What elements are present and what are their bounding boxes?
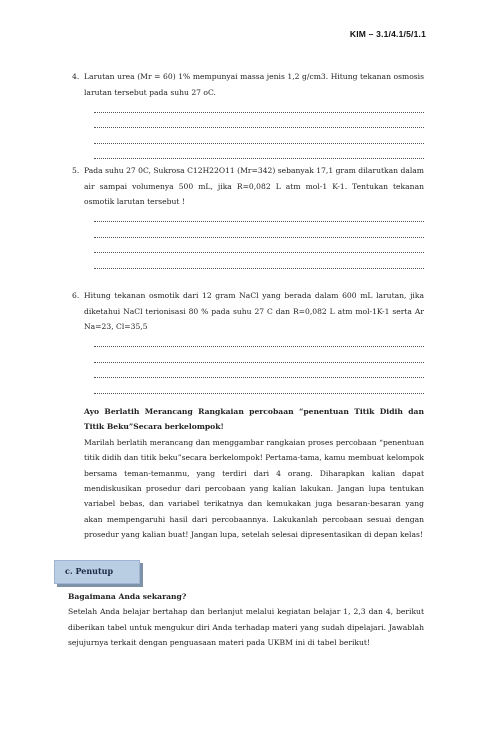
section-label-box: [54, 560, 140, 584]
answer-line: [84, 117, 424, 133]
closing-question: Bagaimana Anda sekarang?: [68, 592, 187, 601]
activity-title: Ayo Berlatih Merancang Rangkaian percobaan “penentuan Titik Didih dan Titik Beku”Secara berkelompok!: [84, 407, 424, 432]
question-6: [72, 288, 424, 398]
document-code: KIM – 3.1/4.1/5/1.1: [349, 29, 426, 39]
answer-line: [84, 132, 424, 148]
answer-line: [84, 382, 424, 398]
answer-line: [84, 211, 424, 227]
question-text: Hitung tekanan osmotik dari 12 gram NaCl yang berada dalam 600 mL larutan, jika diketahui NaCl terionisasi 80 % pada suhu 27 C dan R=0,082 L atm mol-1K-1 serta Ar Na=23, Cl=35,5: [84, 291, 424, 331]
answer-line: [84, 351, 424, 367]
answer-lines: [84, 211, 424, 273]
answer-lines: [84, 101, 424, 163]
answer-line: [84, 367, 424, 383]
answer-line: [84, 242, 424, 258]
section-label: c. Penutup: [65, 566, 114, 576]
question-text: Larutan urea (Mr = 60) 1% mempunyai massa jenis 1,2 g/cm3. Hitung tekanan osmosis larutan tersebut pada suhu 27 oC.: [84, 72, 424, 97]
answer-line: [84, 336, 424, 352]
closing-section: [68, 589, 424, 651]
question-5: [72, 163, 425, 273]
answer-line: [84, 148, 424, 164]
answer-line: [84, 257, 424, 273]
question-4: [72, 69, 424, 163]
answer-line: [84, 226, 424, 242]
answer-lines: [84, 336, 424, 398]
question-number: 4.: [72, 72, 80, 81]
activity-section: [84, 404, 424, 543]
closing-body: Setelah Anda belajar bertahap dan berlanjut melalui kegiatan belajar 1, 2,3 dan 4, berikut diberikan tabel untuk mengukur diri Anda terhadap materi yang sudah dipelajari. Jawablah sejujurnya terkait dengan penguasaan materi pada UKBM ini di tabel berikut!: [68, 607, 424, 648]
activity-body: Marilah berlatih merancang dan menggambar rangkaian proses percobaan “penentuan titik didih dan titik beku”secara berkelompok! Pertama-tama, kamu membuat kelompok bersama teman-temanmu, yang terdiri dari 4 orang. Diharapkan kalian dapat mendiskusikan prosedur dari percobaan yang kalian lakukan. Jangan lupa tentukan variabel bebas, dan variabel terikatnya dan kemukakan juga besaran-besaran yang akan mempengaruhi hasil dari percobaannya. Lakukanlah percobaan sesuai dengan prosedur yang kalian buat! Jangan lupa, setelah selesai dipresentasikan di depan kelas!: [84, 437, 424, 540]
answer-line: [84, 101, 424, 117]
question-number: 6.: [72, 291, 80, 300]
question-number: 5.: [72, 166, 80, 175]
question-text: Pada suhu 27 0C, Sukrosa C12H22O11 (Mr=342) sebanyak 17,1 gram dilarutkan dalam air sampai volumenya 500 mL, jika R=0,082 L atm mol-1 K-1. Tentukan tekanan osmotik larutan tersebut !: [84, 166, 425, 206]
